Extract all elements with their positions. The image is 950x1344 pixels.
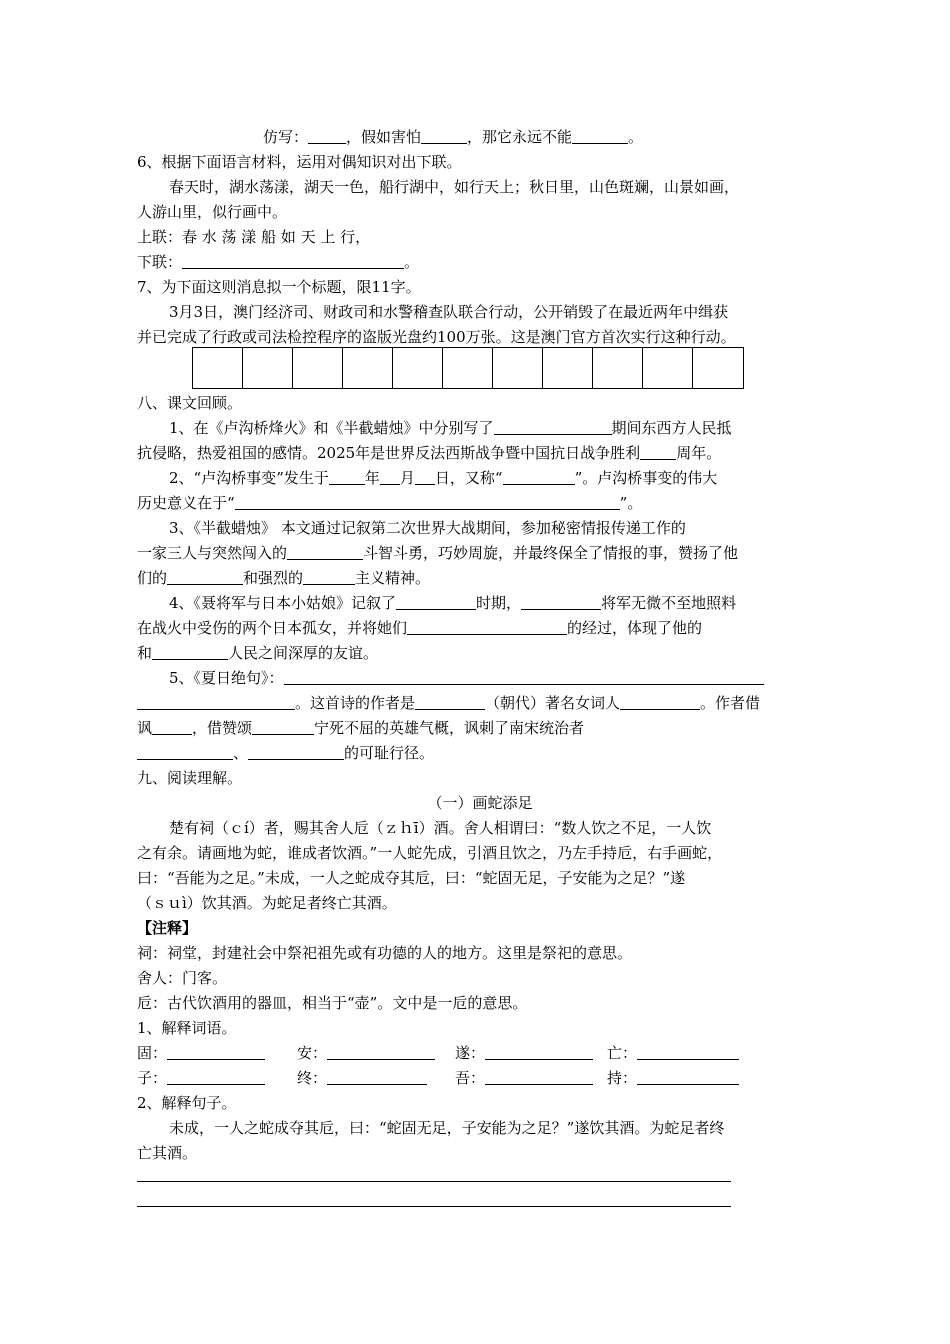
blank[interactable] [396,594,476,610]
s8-q5-line4 [137,743,812,763]
word-label: 固： [137,1044,168,1062]
blank[interactable] [252,719,314,735]
s8-q3-line3 [137,568,812,588]
blank[interactable] [637,1069,739,1085]
text: 和强烈的 [243,569,304,587]
word-label: 终： [297,1069,328,1087]
blank[interactable] [152,644,228,660]
text: 抗侵略，热爱祖国的感情。2025年是世界反法西斯战争暨中国抗日战争胜利 [137,444,641,462]
text: 在战火中受伤的两个日本孤女，并将她们 [137,619,408,637]
s8-q1-line1 [169,418,812,438]
blank[interactable] [494,419,612,435]
blank[interactable] [421,128,467,144]
grid-cell[interactable] [243,348,293,388]
text: 。作者借 [700,694,761,712]
blank[interactable] [415,694,485,710]
notes-title: 【注释】 [137,919,198,937]
s8-q3-line1: 3、《半截蜡烛》 本文通过记叙第二次世界大战期间，参加秘密情报传递工作的 [169,519,686,537]
word-label: 吾： [455,1069,486,1087]
s8-q2-line1 [169,468,812,488]
section9-title: 九、阅读理解。 [137,769,243,787]
text: 历史意义在于“ [137,494,235,512]
text: 2、“卢沟桥事变”发生于 [169,469,329,487]
blank[interactable] [284,669,764,685]
text: 4、《聂将军与日本小姑娘》记叙了 [169,594,397,612]
note-1: 祠：祠堂，封建社会中祭祀祖先或有功德的人的地方。这里是祭祀的意思。 [137,944,633,962]
blank[interactable] [287,544,363,560]
q6-material-line1: 春天时，湖水荡漾，湖天一色，船行湖中，如行天上；秋日里，山色斑斓，山景如画， [169,178,740,196]
lower-label: 下联： [137,253,183,271]
passage-line3: 曰：“吾能为之足。”未成，一人之蛇成夺其卮，曰：“蛇固无足，子安能为之足？”遂 [137,869,686,887]
blank[interactable] [167,1044,265,1060]
word-label: 遂： [455,1044,486,1062]
text: 主义精神。 [355,569,431,587]
q7-news-line1: 3月3日，澳门经济司、财政司和水警稽查队联合行动，公开销毁了在最近两年中缉获 [169,303,729,321]
text: ”。卢沟桥事变的伟大 [574,469,718,487]
grid-cell[interactable] [193,348,243,388]
grid-cell[interactable] [343,348,393,388]
text: 讽 [137,719,153,737]
passage-line4: （ｓｕì）饮其酒。为蛇足者终亡其酒。 [137,894,397,912]
word-label: 安： [297,1044,328,1062]
sentence-line1: 未成，一人之蛇成夺其卮，曰：“蛇固无足，子安能为之足？”遂饮其酒。为蛇足者终 [169,1119,725,1137]
lower-couplet-blank[interactable] [182,253,404,269]
grid-cell[interactable] [643,348,693,388]
text: 日，又称“ [434,469,503,487]
sentence-line2: 亡其酒。 [137,1144,198,1162]
text: ”。 [619,494,643,512]
s9-q1-title: 1、解释词语。 [137,1019,237,1037]
s8-q5-line3 [137,718,812,738]
text: 们的 [137,569,168,587]
grid-cell[interactable] [543,348,593,388]
word-item [137,1043,265,1063]
word-label: 亡： [607,1044,638,1062]
word-item [607,1068,739,1088]
text: 的可耻行径。 [344,744,435,762]
q6-title: 6、根据下面语言材料，运用对偶知识对出下联。 [137,153,462,171]
blank[interactable] [485,1044,593,1060]
text: 的经过，体现了他的 [567,619,703,637]
q6-upper-couplet: 上联：春 水 荡 漾 船 如 天 上 行， [137,228,371,246]
passage-line2: 之有余。请画地为蛇，谁成者饮酒。”一人蛇先成，引酒且饮之，乃左手持卮，右手画蛇， [137,844,723,862]
grid-cell[interactable] [393,348,443,388]
lower-end: 。 [404,253,420,271]
imitation-text: 。 [628,128,644,146]
blank[interactable] [407,619,567,635]
word-item [607,1043,739,1063]
text: 1、在《卢沟桥烽火》和《半截蜡烛》中分别写了 [169,419,494,437]
blank[interactable] [137,694,295,710]
text: 人民之间深厚的友谊。 [228,644,379,662]
text: 将军无微不至地照料 [601,594,737,612]
imitation-text: ，那它永远不能 [467,128,573,146]
word-item [297,1068,427,1088]
text: 宁死不屈的英雄气概，讽刺了南宋统治者 [314,719,585,737]
title-answer-grid[interactable] [192,347,744,389]
blank[interactable] [637,1044,739,1060]
grid-cell[interactable] [693,348,743,388]
word-row-1 [137,1043,812,1063]
text: 和 [137,644,153,662]
grid-cell[interactable] [493,348,543,388]
blank[interactable] [640,444,676,460]
s8-q4-line2 [137,618,812,638]
text: 5、《夏日绝句》： [169,669,284,687]
answer-line[interactable] [137,1181,731,1182]
s8-q2-line2 [137,493,812,513]
word-item [455,1043,593,1063]
s8-q4-line1 [169,593,812,613]
s9-q2-title: 2、解释句子。 [137,1094,237,1112]
word-row-2 [137,1068,812,1088]
blank[interactable] [235,494,620,510]
answer-line[interactable] [137,1206,731,1207]
blank[interactable] [327,1069,427,1085]
passage-line1: 楚有祠（ｃí）者，赐其舍人卮（ｚｈī）酒。舍人相谓曰：“数人饮之不足，一人饮 [169,819,712,837]
blank[interactable] [485,1069,593,1085]
word-label: 子： [137,1069,168,1087]
text: 周年。 [676,444,722,462]
s8-q5-line2 [137,693,812,713]
grid-cell[interactable] [593,348,643,388]
blank[interactable] [167,1069,265,1085]
section8-title: 八、课文回顾。 [137,394,243,412]
grid-cell[interactable] [443,348,493,388]
text: 。这首诗的作者是 [295,694,416,712]
text: 、 [233,744,249,762]
blank[interactable] [152,719,192,735]
blank[interactable] [521,594,601,610]
imitation-line [263,127,803,147]
text: ，借赞颂 [192,719,253,737]
s8-q1-line2 [137,443,812,463]
q7-news-line2: 并已完成了行政或司法检控程序的盗版光盘约100万张。这是澳门官方首次实行这种行动。 [137,328,736,346]
blank[interactable] [167,569,243,585]
blank[interactable] [572,128,628,144]
text: 期间东西方人民抵 [611,419,732,437]
q6-lower-couplet [137,252,812,272]
s8-q5-line1 [169,668,812,688]
blank[interactable] [329,469,365,485]
blank[interactable] [620,694,700,710]
word-label: 持： [607,1069,638,1087]
blank[interactable] [380,469,400,485]
q6-material-line2: 人游山里，似行画中。 [137,203,288,221]
text: 年 [364,469,380,487]
text: 一家三人与突然闯入的 [137,544,288,562]
text: 月 [399,469,415,487]
blank[interactable] [327,1044,435,1060]
blank[interactable] [137,744,233,760]
word-item [137,1068,265,1088]
note-3: 卮：古代饮酒用的器皿，相当于“壶”。文中是一卮的意思。 [137,994,528,1012]
grid-cell[interactable] [293,348,343,388]
q7-title: 7、为下面这则消息拟一个标题，限11字。 [137,278,421,296]
blank[interactable] [503,469,575,485]
blank[interactable] [248,744,344,760]
s8-q3-line2 [137,543,812,563]
text: 斗智斗勇，巧妙周旋，并最终保全了情报的事，赞扬了他 [363,544,739,562]
blank[interactable] [308,128,346,144]
s8-q4-line3 [137,643,812,663]
blank[interactable] [415,469,435,485]
imitation-text: ，假如害怕 [346,128,422,146]
imitation-label: 仿写： [263,128,309,146]
blank[interactable] [303,569,355,585]
word-item [455,1068,593,1088]
note-2: 舍人：门客。 [137,969,228,987]
passage-title: （一）画蛇添足 [427,794,533,812]
text: 时期， [476,594,522,612]
text: （朝代）著名女词人 [485,694,621,712]
word-item [297,1043,435,1063]
